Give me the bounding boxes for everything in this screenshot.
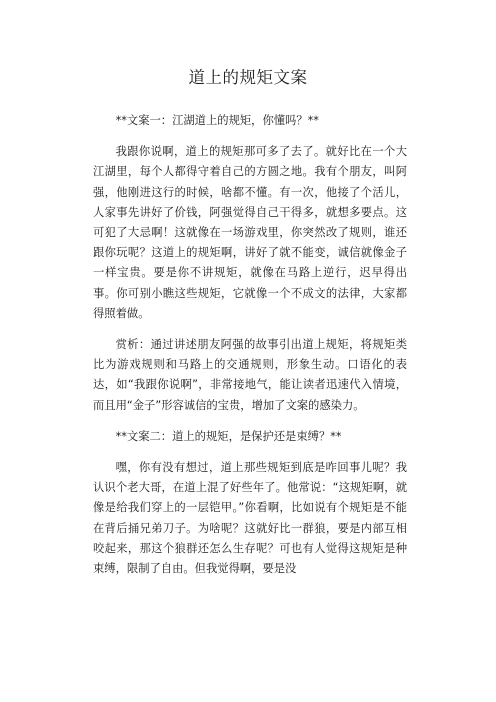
paragraph-appreciation-1: 赏析：通过讲述朋友阿强的故事引出道上规矩，将规矩类比为游戏规则和马路上的交通规则，形象生动。口语化的表达，如“我跟你说啊”，非常接地气，能让读者迅速代入情境，而且用“金子”形容诚信的宝贵，增加了文案的感染力。 [93,338,407,412]
document-title: 道上的规矩文案 [188,68,308,87]
document-body [93,111,407,590]
paragraph-story-2: 嘿，你有没有想过，道上那些规矩到底是咋回事儿呢？我认识个老大哥，在道上混了好些年了。他常说：“这规矩啊，就像是给我们穿上的一层铠甲。”你看啊，比如说有个规矩是不能在背后捅兄弟刀子。为啥呢？这就好比一群狼，要是内部互相咬起来，那这个狼群还怎么生存呢？可也有人觉得这规矩是种束缚，限制了自由。但我觉得啊，要是没 [93,461,407,576]
paragraph-heading-1: **文案一：江湖道上的规矩，你懂吗？** [115,114,319,127]
paragraph-story-1: 我跟你说啊，道上的规矩那可多了去了。就好比在一个大江湖里，每个人都得守着自己的方圆之地。我有个朋友，叫阿强，他刚进这行的时候，啥都不懂。有一次，他接了个活儿，人家事先讲好了价钱，阿强觉得自己干得多，就想多要点。这可犯了大忌啊！这就像在一场游戏里，你突然改了规则，谁还跟你玩呢？这道上的规矩啊，讲好了就不能变，诚信就像金子一样宝贵。要是你不讲规矩，就像在马路上逆行，迟早得出事。你可别小瞧这些规矩，它就像一个不成文的法律，大家都得照着做。 [93,145,407,320]
paragraph-heading-2: **文案二：道上的规矩，是保护还是束缚？** [115,429,342,443]
